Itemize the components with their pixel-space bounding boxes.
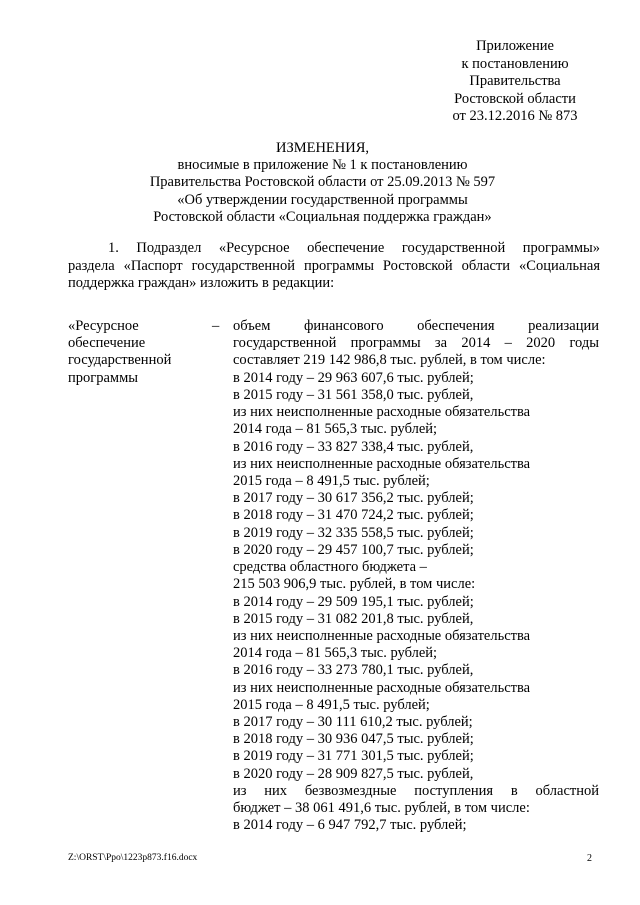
heading-line: Ростовской области «Социальная поддержка граждан» (153, 208, 492, 225)
funding-line: 2014 года – 81 565,3 тыс. рублей; (233, 421, 438, 438)
heading-line: «Об утверждении государственной программы (177, 191, 468, 208)
funding-line: в 2018 году – 30 936 047,5 тыс. рублей; (233, 731, 474, 748)
funding-line: бюджет – 38 061 491,6 тыс. рублей, в том числе: (233, 800, 530, 817)
funding-line: из них неисполненные расходные обязательства (233, 679, 531, 696)
approval-line: к постановлению (461, 55, 569, 72)
approval-line: от 23.12.2016 № 873 (452, 108, 578, 124)
paragraph-line: поддержка граждан» изложить в редакции: (68, 275, 335, 291)
funding-line: из них безвозмездные поступления в областной (233, 782, 599, 799)
approval-line: Ростовской области (454, 90, 576, 107)
label-line: «Ресурсное (68, 318, 139, 334)
funding-line: 2015 года – 8 491,5 тыс. рублей; (233, 472, 430, 489)
label-line: программы (68, 369, 138, 386)
funding-line: в 2014 году – 29 509 195,1 тыс. рублей; (233, 593, 474, 610)
funding-line: в 2020 году – 28 909 827,5 тыс. рублей, (233, 765, 474, 782)
funding-line: в 2015 году – 31 082 201,8 тыс. рублей, (233, 610, 474, 627)
heading-line: Правительства Ростовской области от 25.09.2013 № 597 (149, 174, 496, 191)
body-paragraph (68, 240, 600, 293)
approval-block (420, 38, 610, 126)
funding-line: в 2019 году – 31 771 301,5 тыс. рублей; (233, 748, 474, 765)
funding-line: 215 503 906,9 тыс. рублей, в том числе: (233, 576, 476, 593)
resource-section-content (233, 318, 599, 835)
funding-line: в 2018 году – 31 470 724,2 тыс. рублей; (233, 507, 474, 524)
funding-line: в 2017 году – 30 617 356,2 тыс. рублей; (233, 490, 474, 507)
label-line: государственной (68, 352, 172, 369)
funding-line: в 2017 году – 30 111 610,2 тыс. рублей; (233, 714, 473, 731)
funding-line: объем финансового обеспечения реализации (233, 318, 599, 334)
funding-line: в 2014 году – 29 963 607,6 тыс. рублей; (233, 369, 474, 386)
funding-line: из них неисполненные расходные обязательства (233, 455, 531, 472)
funding-line: составляет 219 142 986,8 тыс. рублей, в том числе: (233, 352, 546, 369)
document-heading (60, 140, 585, 226)
funding-line: государственной программы за 2014 – 2020 годы (233, 335, 599, 352)
approval-line: Приложение (476, 38, 554, 54)
label-line: обеспечение (68, 335, 146, 352)
funding-line: 2015 года – 8 491,5 тыс. рублей; (233, 696, 430, 713)
funding-line: в 2014 году – 6 947 792,7 тыс. рублей; (233, 817, 467, 834)
footer-file-path: Z:\ORST\Ppo\1223p873.f16.docx (68, 853, 198, 863)
funding-line: в 2019 году – 32 335 558,5 тыс. рублей; (233, 524, 474, 541)
resource-section-label (68, 318, 218, 387)
funding-line: средства областного бюджета – (233, 559, 427, 576)
label-dash: – (212, 318, 220, 334)
heading-title: ИЗМЕНЕНИЯ, (275, 140, 370, 156)
approval-line: Правительства (469, 73, 561, 89)
funding-line: в 2020 году – 29 457 100,7 тыс. рублей; (233, 541, 474, 558)
funding-line: 2014 года – 81 565,3 тыс. рублей; (233, 645, 438, 662)
funding-line: в 2016 году – 33 273 780,1 тыс. рублей, (233, 662, 474, 679)
page-number: 2 (587, 853, 592, 864)
heading-line: вносимые в приложение № 1 к постановлению (177, 157, 468, 174)
funding-line: в 2016 году – 33 827 338,4 тыс. рублей, (233, 438, 474, 455)
funding-line: в 2015 году – 31 561 358,0 тыс. рублей, (233, 386, 474, 403)
funding-line: из них неисполненные расходные обязательства (233, 404, 531, 421)
paragraph-line: раздела «Паспорт государственной программы Ростовской области «Социальная (68, 257, 600, 274)
paragraph-line: 1. Подраздел «Ресурсное обеспечение государственной программы» (108, 240, 600, 256)
funding-line: из них неисполненные расходные обязательства (233, 627, 531, 644)
